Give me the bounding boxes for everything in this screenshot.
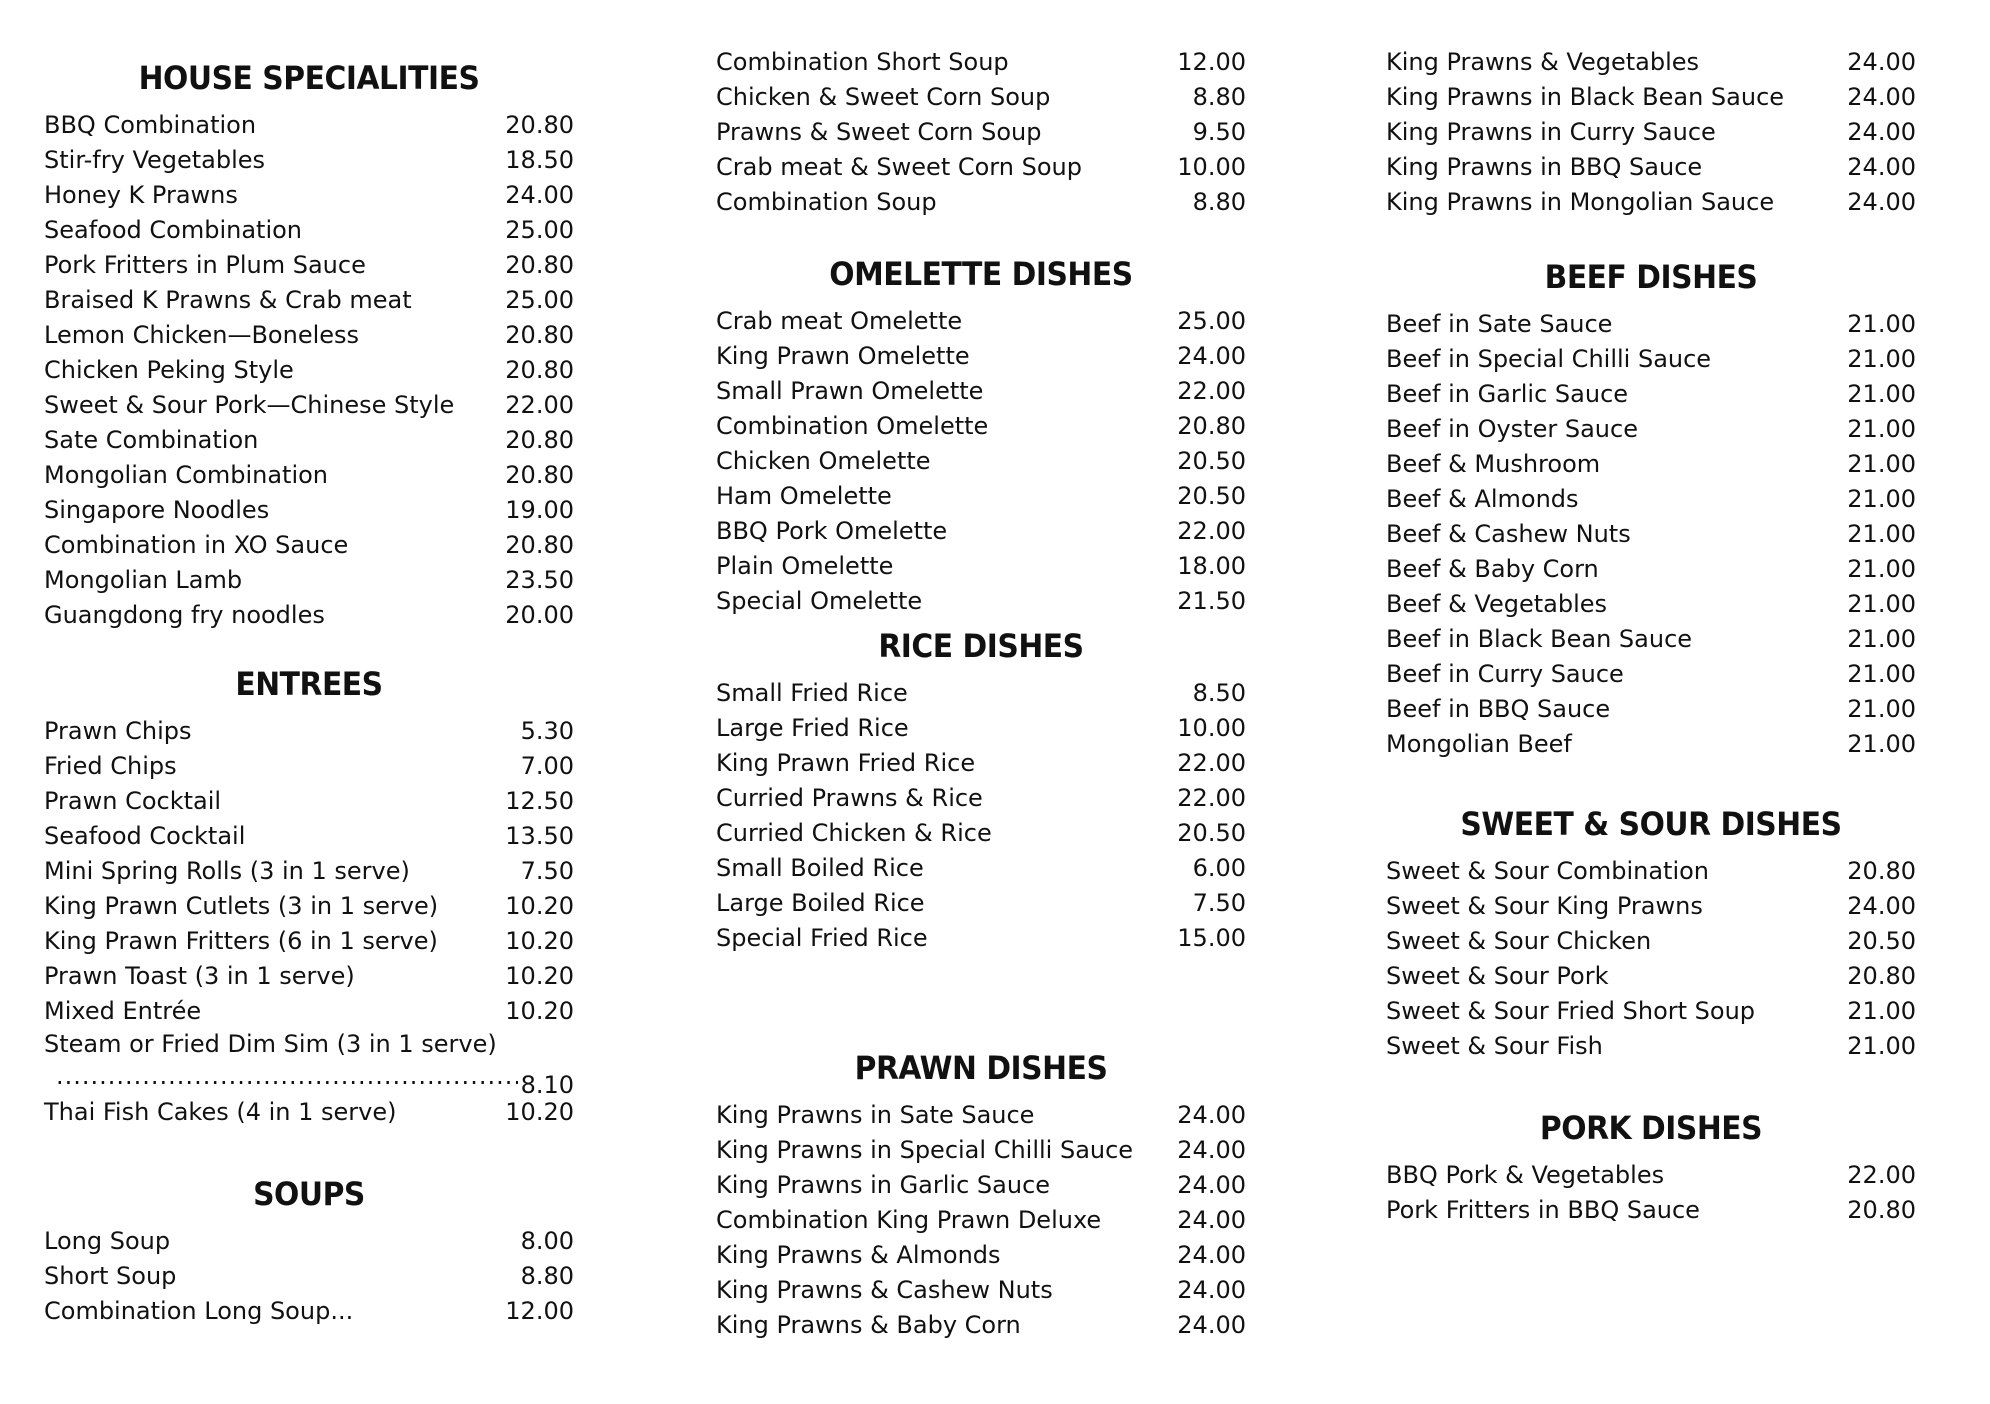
item-name: BBQ Pork & Vegetables bbox=[1386, 1161, 1665, 1189]
menu-item bbox=[1386, 517, 1916, 552]
menu-item bbox=[716, 1098, 1246, 1133]
menu-item bbox=[716, 185, 1246, 220]
menu-item bbox=[716, 514, 1246, 549]
item-price: 7.50 bbox=[1192, 889, 1246, 917]
item-name: Beef in Garlic Sauce bbox=[1386, 380, 1629, 408]
menu-item bbox=[716, 1168, 1246, 1203]
heading-spacer bbox=[44, 98, 574, 108]
item-price: 8.00 bbox=[520, 1227, 574, 1255]
item-price: 24.00 bbox=[1177, 1241, 1246, 1269]
item-price: 9.50 bbox=[1192, 118, 1246, 146]
item-price: 20.00 bbox=[505, 601, 574, 629]
item-name: Combination King Prawn Deluxe bbox=[716, 1206, 1102, 1234]
menu-item bbox=[716, 584, 1246, 619]
menu-item bbox=[716, 711, 1246, 746]
item-price: 8.80 bbox=[520, 1262, 574, 1290]
item-price: 8.10 bbox=[520, 1071, 574, 1099]
item-name: Seafood Combination bbox=[44, 216, 302, 244]
item-price: 21.00 bbox=[1847, 695, 1916, 723]
item-name: King Prawns & Vegetables bbox=[1386, 48, 1700, 76]
menu-item bbox=[1386, 447, 1916, 482]
item-name: King Prawns in Black Bean Sauce bbox=[1386, 83, 1785, 111]
item-name: Beef in Black Bean Sauce bbox=[1386, 625, 1693, 653]
menu-item bbox=[1386, 727, 1916, 762]
item-name: King Prawns in BBQ Sauce bbox=[1386, 153, 1703, 181]
item-name: BBQ Pork Omelette bbox=[716, 517, 948, 545]
item-name: Combination Short Soup bbox=[716, 48, 1009, 76]
item-name: King Prawns & Cashew Nuts bbox=[716, 1276, 1053, 1304]
menu-item bbox=[44, 1259, 574, 1294]
menu-item bbox=[44, 318, 574, 353]
menu-item bbox=[44, 1224, 574, 1259]
item-name: Large Boiled Rice bbox=[716, 889, 925, 917]
item-price: 20.80 bbox=[1847, 962, 1916, 990]
menu-item bbox=[1386, 854, 1916, 889]
menu-item bbox=[716, 921, 1246, 956]
item-name: Sate Combination bbox=[44, 426, 259, 454]
item-price: 20.80 bbox=[1177, 412, 1246, 440]
dot-leader bbox=[56, 1060, 518, 1093]
item-price: 20.80 bbox=[505, 356, 574, 384]
item-price: 24.00 bbox=[1847, 48, 1916, 76]
item-name: Prawn Chips bbox=[44, 717, 192, 745]
item-name: Mongolian Beef bbox=[1386, 730, 1572, 758]
prawn-dishes-section bbox=[716, 1048, 1246, 1343]
item-name: BBQ Combination bbox=[44, 111, 257, 139]
item-price: 21.00 bbox=[1847, 660, 1916, 688]
item-price: 24.00 bbox=[1847, 153, 1916, 181]
menu-item bbox=[44, 854, 574, 889]
item-price: 24.00 bbox=[1847, 118, 1916, 146]
item-price: 21.00 bbox=[1847, 625, 1916, 653]
item-price: 24.00 bbox=[1177, 1171, 1246, 1199]
menu-item bbox=[44, 924, 574, 959]
item-price: 22.00 bbox=[1177, 517, 1246, 545]
item-name: Chicken & Sweet Corn Soup bbox=[716, 83, 1051, 111]
item-price: 22.00 bbox=[1177, 749, 1246, 777]
menu-item bbox=[44, 213, 574, 248]
heading-spacer bbox=[716, 666, 1246, 676]
item-price: 12.00 bbox=[1177, 48, 1246, 76]
item-price: 20.80 bbox=[505, 111, 574, 139]
item-price: 25.00 bbox=[505, 286, 574, 314]
item-price: 21.00 bbox=[1847, 730, 1916, 758]
menu-item bbox=[1386, 307, 1916, 342]
menu-item bbox=[1386, 412, 1916, 447]
menu-item bbox=[1386, 377, 1916, 412]
item-price: 18.50 bbox=[505, 146, 574, 174]
item-price: 21.00 bbox=[1847, 380, 1916, 408]
menu-item bbox=[1386, 185, 1916, 220]
item-name: Sweet & Sour Fried Short Soup bbox=[1386, 997, 1756, 1025]
menu-item bbox=[1386, 552, 1916, 587]
item-price: 20.50 bbox=[1177, 482, 1246, 510]
item-name: Combination in XO Sauce bbox=[44, 531, 349, 559]
beef-dishes-section bbox=[1386, 257, 1916, 762]
item-price: 25.00 bbox=[505, 216, 574, 244]
item-price: 10.20 bbox=[505, 892, 574, 920]
item-name: Combination Soup bbox=[716, 188, 937, 216]
heading-spacer bbox=[1386, 844, 1916, 854]
menu-item bbox=[1386, 1158, 1916, 1193]
menu-item bbox=[716, 409, 1246, 444]
item-name: Sweet & Sour King Prawns bbox=[1386, 892, 1703, 920]
item-name: Large Fried Rice bbox=[716, 714, 909, 742]
item-price: 20.80 bbox=[505, 461, 574, 489]
menu-item bbox=[716, 304, 1246, 339]
item-price: 24.00 bbox=[1177, 1311, 1246, 1339]
omelette-dishes-section bbox=[716, 254, 1246, 619]
item-price: 22.00 bbox=[505, 391, 574, 419]
item-price: 22.00 bbox=[1847, 1161, 1916, 1189]
item-name: Fried Chips bbox=[44, 752, 177, 780]
menu-item bbox=[44, 598, 574, 633]
menu-item bbox=[44, 819, 574, 854]
item-price: 12.00 bbox=[505, 1297, 574, 1325]
entrees-section bbox=[44, 664, 574, 1130]
item-price: 10.20 bbox=[505, 1098, 574, 1126]
menu-item bbox=[716, 339, 1246, 374]
item-name: King Prawns & Baby Corn bbox=[716, 1311, 1021, 1339]
item-name: Curried Prawns & Rice bbox=[716, 784, 983, 812]
house-specialities-section bbox=[44, 58, 574, 633]
menu-item bbox=[716, 45, 1246, 80]
item-name: Chicken Peking Style bbox=[44, 356, 294, 384]
menu-item bbox=[716, 444, 1246, 479]
rice-dishes-section bbox=[716, 626, 1246, 956]
menu-item bbox=[44, 714, 574, 749]
item-price: 15.00 bbox=[1177, 924, 1246, 952]
item-name: Crab meat Omelette bbox=[716, 307, 963, 335]
item-price: 10.20 bbox=[505, 927, 574, 955]
item-name: Beef in Curry Sauce bbox=[1386, 660, 1624, 688]
item-name: Mini Spring Rolls (3 in 1 serve) bbox=[44, 857, 410, 885]
soups-section bbox=[44, 1174, 574, 1329]
menu-item bbox=[1386, 924, 1916, 959]
menu-item bbox=[716, 746, 1246, 781]
section-heading: PRAWN DISHES bbox=[854, 1049, 1108, 1087]
item-name: Seafood Cocktail bbox=[44, 822, 246, 850]
item-price: 20.80 bbox=[1847, 857, 1916, 885]
item-name: Long Soup bbox=[44, 1227, 171, 1255]
item-name: King Prawns in Mongolian Sauce bbox=[1386, 188, 1775, 216]
menu-item bbox=[44, 1095, 574, 1130]
menu-item bbox=[716, 781, 1246, 816]
menu-item bbox=[44, 563, 574, 598]
item-price: 21.00 bbox=[1847, 485, 1916, 513]
item-price: 19.00 bbox=[505, 496, 574, 524]
section-continued bbox=[716, 45, 1246, 220]
menu-item bbox=[44, 959, 574, 994]
item-price: 10.00 bbox=[1177, 714, 1246, 742]
item-name: Small Prawn Omelette bbox=[716, 377, 984, 405]
menu-item bbox=[1386, 959, 1916, 994]
item-name: Short Soup bbox=[44, 1262, 177, 1290]
item-price: 22.00 bbox=[1177, 784, 1246, 812]
item-price: 20.80 bbox=[505, 426, 574, 454]
section-heading: HOUSE SPECIALITIES bbox=[138, 59, 480, 97]
menu-item bbox=[1386, 622, 1916, 657]
pork-dishes-section bbox=[1386, 1108, 1916, 1228]
item-price: 21.00 bbox=[1847, 310, 1916, 338]
menu-item bbox=[44, 388, 574, 423]
item-price: 23.50 bbox=[505, 566, 574, 594]
item-name: Crab meat & Sweet Corn Soup bbox=[716, 153, 1082, 181]
item-name: Steam or Fried Dim Sim (3 in 1 serve) bbox=[44, 1030, 497, 1058]
item-price: 24.00 bbox=[1847, 83, 1916, 111]
item-name: Combination Long Soup... bbox=[44, 1297, 354, 1325]
item-name: King Prawn Fritters (6 in 1 serve) bbox=[44, 927, 438, 955]
menu-item bbox=[716, 150, 1246, 185]
item-price: 10.00 bbox=[1177, 153, 1246, 181]
item-price: 21.00 bbox=[1847, 997, 1916, 1025]
menu-item bbox=[1386, 692, 1916, 727]
menu-item bbox=[716, 1238, 1246, 1273]
menu-item bbox=[1386, 587, 1916, 622]
item-name: Mongolian Combination bbox=[44, 461, 329, 489]
item-name: Beef & Baby Corn bbox=[1386, 555, 1599, 583]
menu-item bbox=[716, 80, 1246, 115]
item-price: 24.00 bbox=[505, 181, 574, 209]
item-name: Beef & Mushroom bbox=[1386, 450, 1601, 478]
item-price: 21.00 bbox=[1847, 520, 1916, 548]
item-name: Beef & Almonds bbox=[1386, 485, 1579, 513]
item-name: Pork Fritters in Plum Sauce bbox=[44, 251, 366, 279]
menu-item bbox=[716, 851, 1246, 886]
menu-item bbox=[1386, 1029, 1916, 1064]
section-heading: OMELETTE DISHES bbox=[829, 255, 1133, 293]
section-heading: SWEET & SOUR DISHES bbox=[1460, 805, 1842, 843]
item-name: Small Fried Rice bbox=[716, 679, 908, 707]
item-name: King Prawns in Garlic Sauce bbox=[716, 1171, 1051, 1199]
item-name: Sweet & Sour Pork—Chinese Style bbox=[44, 391, 455, 419]
menu-item bbox=[44, 1294, 574, 1329]
section-heading: RICE DISHES bbox=[878, 627, 1084, 665]
item-name: Stir-fry Vegetables bbox=[44, 146, 266, 174]
item-price: 21.00 bbox=[1847, 450, 1916, 478]
item-name: Guangdong fry noodles bbox=[44, 601, 325, 629]
item-price: 20.80 bbox=[505, 251, 574, 279]
menu-item bbox=[44, 108, 574, 143]
section-heading: PORK DISHES bbox=[1539, 1109, 1763, 1147]
menu-item bbox=[44, 283, 574, 318]
menu-item bbox=[44, 458, 574, 493]
item-name: Braised K Prawns & Crab meat bbox=[44, 286, 412, 314]
item-price: 21.00 bbox=[1847, 555, 1916, 583]
item-price: 8.80 bbox=[1192, 188, 1246, 216]
item-name: King Prawn Cutlets (3 in 1 serve) bbox=[44, 892, 439, 920]
item-price: 8.50 bbox=[1192, 679, 1246, 707]
item-price: 21.00 bbox=[1847, 345, 1916, 373]
menu-item bbox=[1386, 889, 1916, 924]
heading-spacer bbox=[1386, 297, 1916, 307]
item-name: Beef in BBQ Sauce bbox=[1386, 695, 1611, 723]
menu-item bbox=[716, 816, 1246, 851]
item-price: 24.00 bbox=[1847, 892, 1916, 920]
menu-item bbox=[1386, 994, 1916, 1029]
section-continued bbox=[1386, 45, 1916, 220]
item-price: 20.80 bbox=[505, 321, 574, 349]
menu-item bbox=[1386, 150, 1916, 185]
item-price: 20.80 bbox=[1847, 1196, 1916, 1224]
item-price: 22.00 bbox=[1177, 377, 1246, 405]
menu-item bbox=[44, 784, 574, 819]
menu-item bbox=[716, 1133, 1246, 1168]
item-price: 8.80 bbox=[1192, 83, 1246, 111]
item-name: King Prawn Fried Rice bbox=[716, 749, 976, 777]
heading-spacer bbox=[44, 1214, 574, 1224]
heading-spacer bbox=[44, 704, 574, 714]
item-name: King Prawns & Almonds bbox=[716, 1241, 1001, 1269]
menu-item bbox=[1386, 482, 1916, 517]
item-name: Sweet & Sour Fish bbox=[1386, 1032, 1603, 1060]
menu-item bbox=[44, 749, 574, 784]
menu-item bbox=[716, 676, 1246, 711]
item-price: 24.00 bbox=[1177, 1276, 1246, 1304]
item-price: 6.00 bbox=[1192, 854, 1246, 882]
item-name: Pork Fritters in BBQ Sauce bbox=[1386, 1196, 1700, 1224]
item-name: King Prawns in Special Chilli Sauce bbox=[716, 1136, 1134, 1164]
heading-spacer bbox=[716, 294, 1246, 304]
menu-item bbox=[716, 549, 1246, 584]
item-name: Sweet & Sour Chicken bbox=[1386, 927, 1652, 955]
section-heading: BEEF DISHES bbox=[1544, 258, 1758, 296]
menu-item bbox=[716, 886, 1246, 921]
item-name: King Prawns in Curry Sauce bbox=[1386, 118, 1716, 146]
heading-spacer bbox=[1386, 1148, 1916, 1158]
item-price: 13.50 bbox=[505, 822, 574, 850]
item-name: Plain Omelette bbox=[716, 552, 894, 580]
item-price: 20.50 bbox=[1177, 819, 1246, 847]
heading-spacer bbox=[716, 1088, 1246, 1098]
item-name: King Prawn Omelette bbox=[716, 342, 970, 370]
menu-item bbox=[716, 1308, 1246, 1343]
menu-item bbox=[1386, 1193, 1916, 1228]
item-name: Curried Chicken & Rice bbox=[716, 819, 992, 847]
item-name: Lemon Chicken—Boneless bbox=[44, 321, 360, 349]
menu-item bbox=[44, 248, 574, 283]
item-name: Special Fried Rice bbox=[716, 924, 928, 952]
item-price: 24.00 bbox=[1177, 1206, 1246, 1234]
item-price: 24.00 bbox=[1177, 1101, 1246, 1129]
item-price: 7.50 bbox=[520, 857, 574, 885]
item-price: 7.00 bbox=[520, 752, 574, 780]
item-name: Beef & Cashew Nuts bbox=[1386, 520, 1631, 548]
menu-item bbox=[44, 423, 574, 458]
menu-item bbox=[44, 528, 574, 563]
item-price: 18.00 bbox=[1177, 552, 1246, 580]
item-name: Mixed Entrée bbox=[44, 997, 202, 1025]
menu-item bbox=[716, 374, 1246, 409]
menu-item bbox=[1386, 45, 1916, 80]
item-name: Honey K Prawns bbox=[44, 181, 238, 209]
item-price: 25.00 bbox=[1177, 307, 1246, 335]
item-name: Sweet & Sour Pork bbox=[1386, 962, 1609, 990]
item-price: 20.50 bbox=[1177, 447, 1246, 475]
item-price: 12.50 bbox=[505, 787, 574, 815]
menu-item bbox=[44, 493, 574, 528]
item-name: Mongolian Lamb bbox=[44, 566, 243, 594]
item-name: Prawn Toast (3 in 1 serve) bbox=[44, 962, 355, 990]
item-price: 20.80 bbox=[505, 531, 574, 559]
item-name: Beef in Sate Sauce bbox=[1386, 310, 1613, 338]
item-name: Thai Fish Cakes (4 in 1 serve) bbox=[44, 1098, 397, 1126]
item-name: Beef in Special Chilli Sauce bbox=[1386, 345, 1712, 373]
menu-item bbox=[44, 178, 574, 213]
menu-item bbox=[1386, 80, 1916, 115]
item-price: 5.30 bbox=[520, 717, 574, 745]
menu-item bbox=[1386, 342, 1916, 377]
item-price: 21.50 bbox=[1177, 587, 1246, 615]
item-name: Special Omelette bbox=[716, 587, 923, 615]
item-price: 24.00 bbox=[1847, 188, 1916, 216]
item-name: Combination Omelette bbox=[716, 412, 989, 440]
item-name: Sweet & Sour Combination bbox=[1386, 857, 1710, 885]
menu-item bbox=[1386, 115, 1916, 150]
menu-item bbox=[716, 1203, 1246, 1238]
item-price: 21.00 bbox=[1847, 415, 1916, 443]
menu-item bbox=[716, 115, 1246, 150]
menu-item bbox=[716, 479, 1246, 514]
item-price: 21.00 bbox=[1847, 590, 1916, 618]
menu-item bbox=[716, 1273, 1246, 1308]
menu-item bbox=[44, 353, 574, 388]
item-name: Small Boiled Rice bbox=[716, 854, 924, 882]
menu-item bbox=[1386, 657, 1916, 692]
sweet-and-sour-dishes-section bbox=[1386, 804, 1916, 1064]
item-name: Singapore Noodles bbox=[44, 496, 270, 524]
item-name: Beef & Vegetables bbox=[1386, 590, 1608, 618]
item-name: Prawns & Sweet Corn Soup bbox=[716, 118, 1042, 146]
item-name: Beef in Oyster Sauce bbox=[1386, 415, 1638, 443]
item-name: Chicken Omelette bbox=[716, 447, 931, 475]
menu-item bbox=[44, 994, 574, 1029]
item-price: 10.20 bbox=[505, 997, 574, 1025]
item-price: 24.00 bbox=[1177, 342, 1246, 370]
item-price: 21.00 bbox=[1847, 1032, 1916, 1060]
item-name: King Prawns in Sate Sauce bbox=[716, 1101, 1035, 1129]
item-name: Prawn Cocktail bbox=[44, 787, 222, 815]
item-price: 24.00 bbox=[1177, 1136, 1246, 1164]
menu-item bbox=[44, 143, 574, 178]
item-price: 20.50 bbox=[1847, 927, 1916, 955]
item-name: Ham Omelette bbox=[716, 482, 892, 510]
menu-item bbox=[44, 1029, 574, 1099]
menu-item bbox=[44, 889, 574, 924]
item-price: 10.20 bbox=[505, 962, 574, 990]
section-heading: ENTREES bbox=[235, 665, 383, 703]
section-heading: SOUPS bbox=[253, 1175, 365, 1213]
